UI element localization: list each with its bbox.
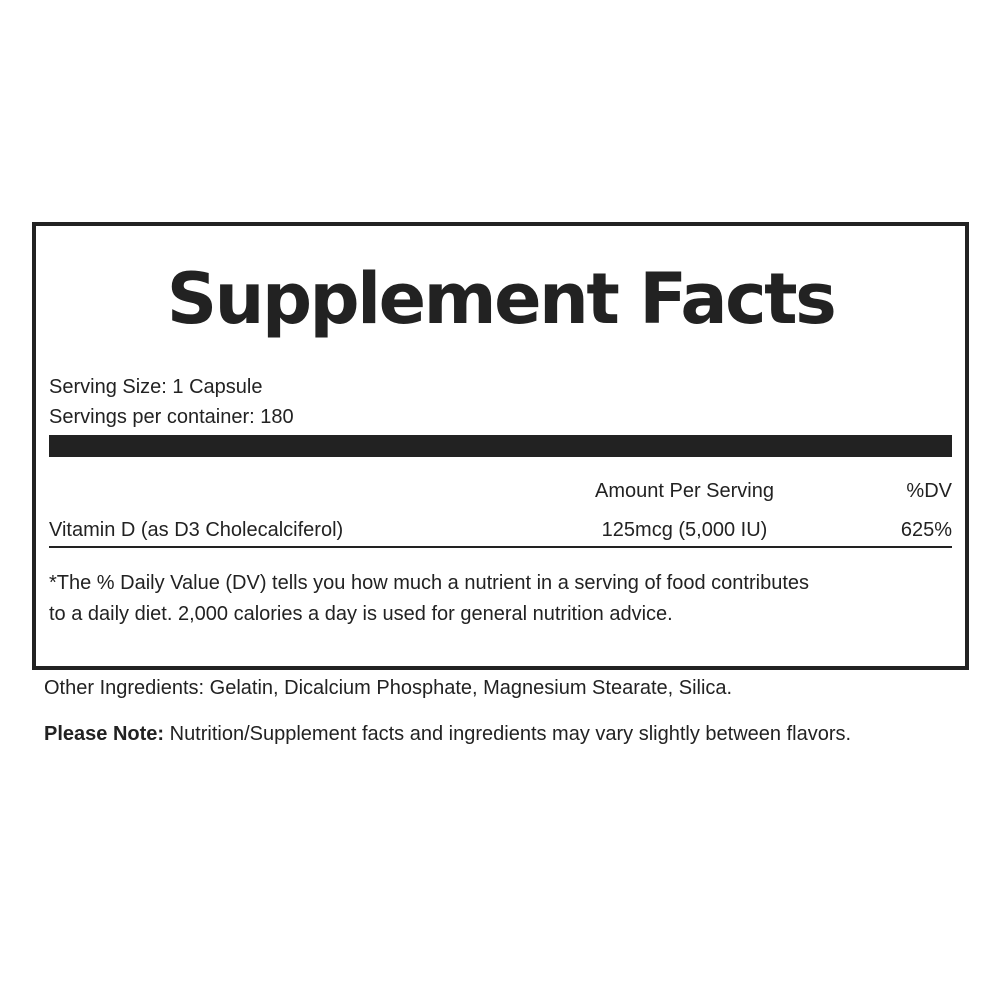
- nutrient-name: Vitamin D (as D3 Cholecalciferol): [49, 519, 344, 541]
- supplement-facts-panel: [32, 222, 969, 670]
- daily-value-header: %DV: [906, 480, 952, 502]
- please-note-label: Please Note:: [44, 723, 165, 745]
- nutrient-daily-value: 625%: [900, 519, 952, 541]
- servings-per-container: Servings per container: 180: [49, 406, 294, 428]
- serving-size: Serving Size: 1 Capsule: [49, 376, 263, 398]
- amount-per-serving-header: Amount Per Serving: [595, 480, 774, 502]
- nutrient-amount: 125mcg (5,000 IU): [601, 519, 768, 541]
- please-note: [44, 722, 851, 746]
- panel-title: Supplement Facts: [166, 258, 835, 340]
- divider-bar: [49, 435, 952, 457]
- please-note-text: Nutrition/Supplement facts and ingredients may vary slightly between flavors.: [164, 723, 852, 745]
- other-ingredients: Other Ingredients: Gelatin, Dicalcium Phosphate, Magnesium Stearate, Silica.: [44, 677, 733, 699]
- daily-value-footnote: *The % Daily Value (DV) tells you how much a nutrient in a serving of food contributes to a daily diet. 2,000 calories a day is used for general nutrition advice.: [49, 572, 809, 625]
- nutrient-row: [49, 518, 952, 548]
